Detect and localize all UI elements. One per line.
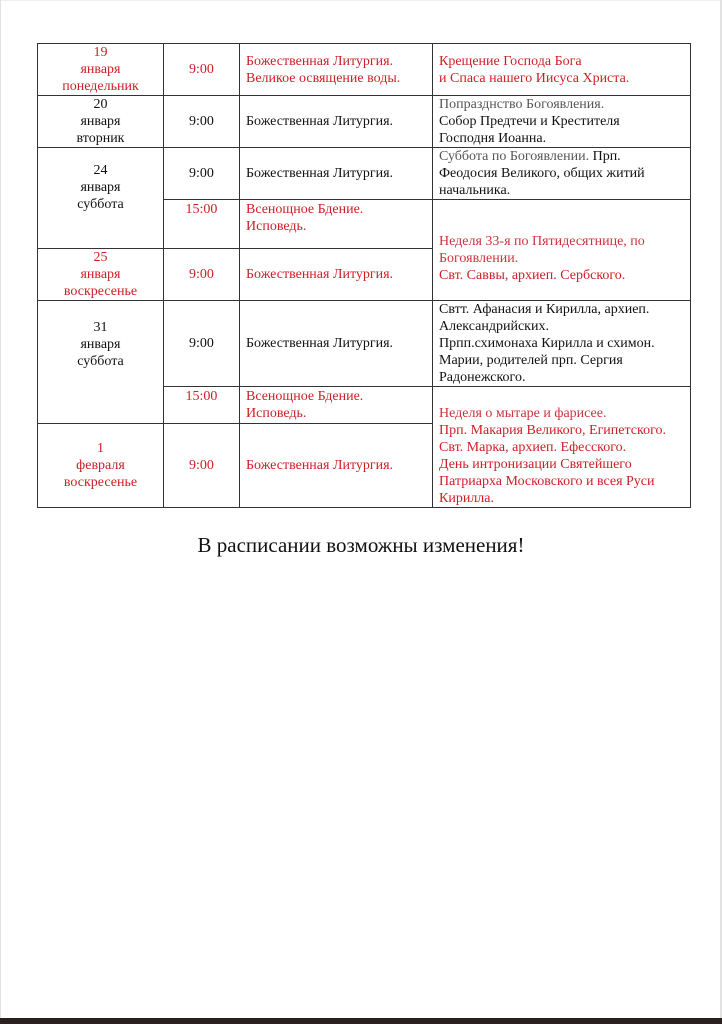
date-weekday: понедельник bbox=[62, 79, 139, 94]
date-day: 31 bbox=[93, 320, 108, 335]
date-day: 19 bbox=[93, 45, 108, 60]
commemoration-cell bbox=[433, 44, 691, 96]
service-cell bbox=[240, 387, 433, 424]
service-line: Исповедь. bbox=[246, 406, 307, 421]
service-cell bbox=[240, 249, 433, 301]
commemoration-cell bbox=[433, 301, 691, 387]
date-day: 1 bbox=[97, 440, 104, 456]
date-cell bbox=[38, 301, 164, 424]
commemoration-inline: Прп. bbox=[589, 149, 621, 164]
commemoration-line: Собор Предтечи и Крестителя bbox=[439, 114, 620, 129]
service-cell bbox=[240, 96, 433, 148]
page-edge-left bbox=[0, 0, 1, 1018]
date-day: 20 bbox=[93, 97, 108, 112]
commemoration-cell bbox=[433, 148, 691, 200]
viewer-bottom-bar bbox=[0, 1018, 722, 1024]
service-line: Божественная Литургия. bbox=[246, 166, 394, 181]
commemoration-line: Свт. Саввы, архиеп. Сербского. bbox=[439, 267, 626, 283]
schedule-change-notice: В расписании возможны изменения! bbox=[197, 533, 525, 557]
commemoration-cell bbox=[433, 96, 691, 148]
page-edge-top bbox=[0, 0, 722, 1]
commemoration-cell bbox=[433, 200, 691, 301]
date-cell bbox=[38, 96, 164, 148]
service-line: Всенощное Бдение. bbox=[246, 202, 364, 217]
commemoration-line: Марии, родителей прп. Сергия bbox=[439, 353, 623, 368]
date-weekday: воскресенье bbox=[63, 284, 138, 299]
service-cell bbox=[240, 423, 433, 507]
time-cell: 15:00 bbox=[164, 200, 240, 249]
service-line: Исповедь. bbox=[246, 219, 307, 234]
service-line: Божественная Литургия. bbox=[246, 267, 394, 282]
schedule-row bbox=[38, 148, 691, 200]
commemoration-line: Патриарха Московского и всея Руси bbox=[439, 474, 655, 489]
commemoration-line: Господня Иоанна. bbox=[439, 131, 547, 146]
service-line: Божественная Литургия. bbox=[246, 336, 394, 351]
service-line: Великое освящение воды. bbox=[246, 70, 401, 86]
time-cell: 9:00 bbox=[164, 423, 240, 507]
commemoration-cell bbox=[433, 387, 691, 508]
service-line: Божественная Литургия. bbox=[246, 457, 394, 473]
time-cell: 9:00 bbox=[164, 96, 240, 148]
commemoration-line: начальника. bbox=[439, 183, 511, 198]
service-cell bbox=[240, 301, 433, 387]
time-cell: 9:00 bbox=[164, 148, 240, 200]
time-cell: 9:00 bbox=[164, 301, 240, 387]
date-weekday: суббота bbox=[77, 354, 124, 369]
commemoration-line: Александрийских. bbox=[439, 319, 549, 334]
schedule-row bbox=[38, 44, 691, 96]
service-line: Божественная Литургия. bbox=[246, 53, 394, 69]
date-month: января bbox=[80, 114, 121, 129]
schedule-table bbox=[37, 43, 691, 508]
date-month: января bbox=[80, 267, 121, 282]
commemoration-line: и Спаса нашего Иисуса Христа. bbox=[439, 70, 630, 86]
commemoration-line: Свт. Марка, архиеп. Ефесского. bbox=[439, 440, 627, 455]
commemoration-line: Крещение Господа Бога bbox=[439, 53, 582, 69]
commemoration-line: Феодосия Великого, общих житий bbox=[439, 166, 645, 181]
date-cell bbox=[38, 423, 164, 507]
date-month: января bbox=[80, 62, 121, 77]
date-cell bbox=[38, 249, 164, 301]
date-weekday: воскресенье bbox=[63, 474, 138, 490]
service-line: Божественная Литургия. bbox=[246, 114, 394, 129]
commemoration-line: Свтт. Афанасия и Кирилла, архиеп. bbox=[439, 302, 650, 317]
date-cell bbox=[38, 44, 164, 96]
date-day: 24 bbox=[93, 163, 108, 178]
date-cell bbox=[38, 148, 164, 249]
commemoration-line: Прп. Макария Великого, Египетского. bbox=[439, 423, 666, 438]
time-cell: 9:00 bbox=[164, 249, 240, 301]
service-line: Всенощное Бдение. bbox=[246, 389, 364, 404]
date-month: февраля bbox=[76, 457, 125, 473]
commemoration-heading: Попразднство Богоявления. bbox=[439, 97, 605, 112]
service-cell bbox=[240, 148, 433, 200]
time-cell: 9:00 bbox=[164, 44, 240, 96]
date-day: 25 bbox=[93, 250, 108, 265]
service-cell bbox=[240, 44, 433, 96]
date-month: января bbox=[80, 337, 121, 352]
date-weekday: вторник bbox=[76, 131, 125, 146]
commemoration-line: Кирилла. bbox=[439, 491, 495, 506]
commemoration-heading: Суббота по Богоявлении. bbox=[439, 149, 590, 164]
commemoration-line: День интронизации Святейшего bbox=[439, 457, 632, 472]
commemoration-line: Радонежского. bbox=[439, 370, 526, 385]
commemoration-heading: Неделя о мытаре и фарисее. bbox=[439, 406, 607, 421]
schedule-row bbox=[38, 96, 691, 148]
commemoration-heading: Неделя 33-я по Пятидесятнице, по Богоявлении. bbox=[439, 233, 645, 266]
date-month: января bbox=[80, 180, 121, 195]
date-weekday: суббота bbox=[77, 197, 124, 212]
time-cell: 15:00 bbox=[164, 387, 240, 424]
commemoration-line: Прпп.схимонаха Кирилла и схимон. bbox=[439, 336, 655, 351]
schedule-row bbox=[38, 301, 691, 387]
service-cell bbox=[240, 200, 433, 249]
